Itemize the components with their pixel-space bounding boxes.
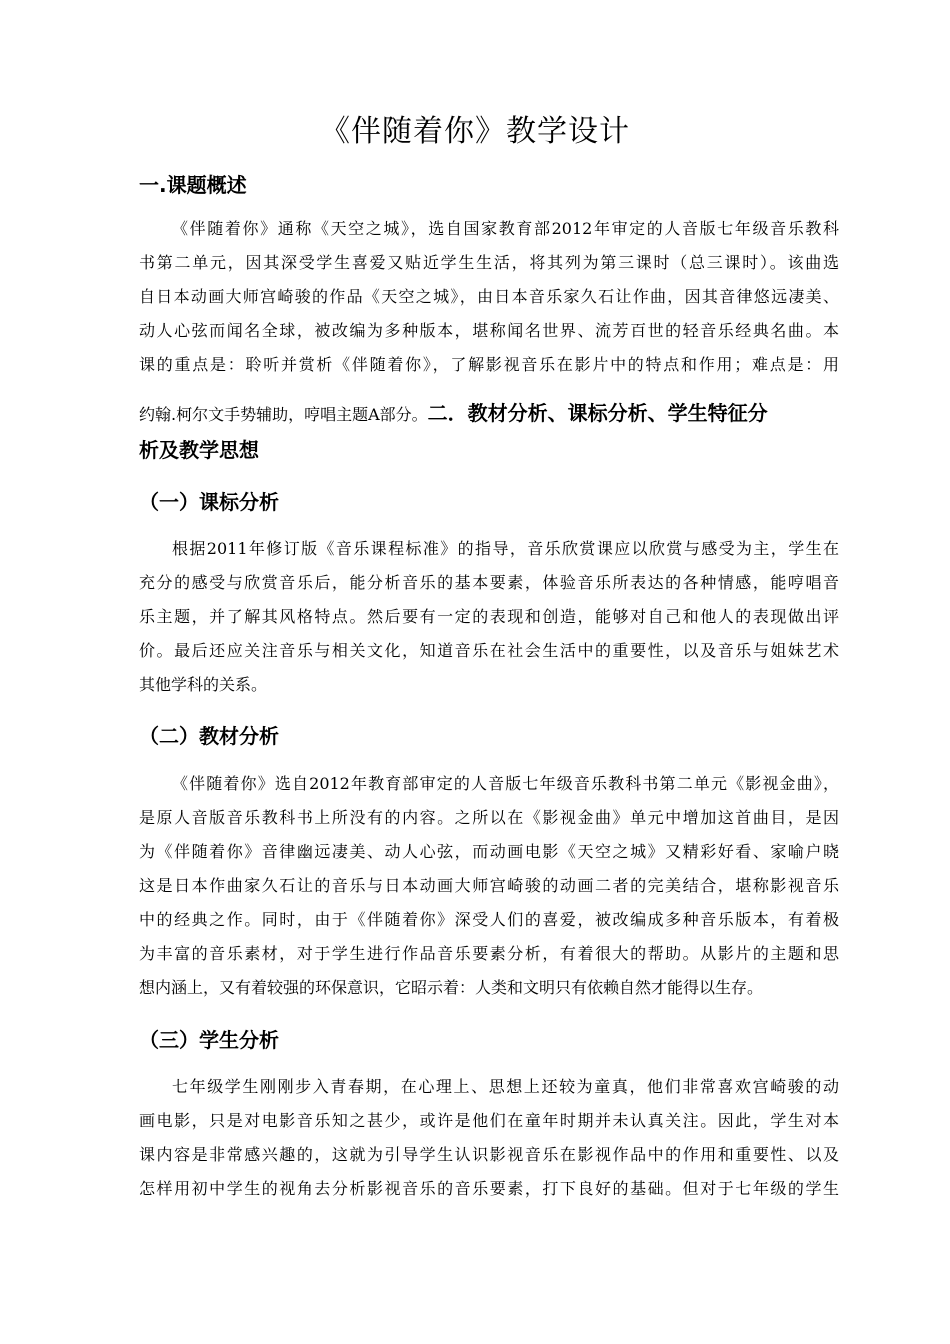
- paragraph-line: 乐主题，并了解其风格特点。然后要有一定的表现和创造，能够对自己和他人的表现做出评: [139, 607, 839, 626]
- subsection-heading-textbook: （二）教材分析: [139, 724, 279, 748]
- subsection-heading-students: （三）学生分析: [139, 1028, 279, 1052]
- paragraph-line: 课的重点是：聆听并赏析《伴随着你》，了解影视音乐在影片中的特点和作用；难点是：用: [139, 355, 839, 374]
- section-heading-analysis: 二．教材分析、课标分析、学生特征分: [427, 401, 768, 425]
- paragraph-line: 充分的感受与欣赏音乐后，能分析音乐的基本要素，体验音乐所表达的各种情感，能哼唱音: [139, 573, 839, 592]
- section-heading-analysis-cont: 析及教学思想: [139, 438, 259, 462]
- paragraph-line: 课内容是非常感兴趣的，这就为引导学生认识影视音乐在影视作品中的作用和重要性、以及: [139, 1145, 839, 1164]
- paragraph-line: 为丰富的音乐素材，对于学生进行作品音乐要素分析，有着很大的帮助。从影片的主题和思: [139, 944, 839, 963]
- paragraph-line: 画电影，只是对电影音乐知之甚少，或许是他们在童年时期并未认真关注。因此，学生对本: [139, 1111, 839, 1130]
- paragraph-line: 想内涵上，又有着较强的环保意识，它昭示着：人类和文明只有依赖自然才能得以生存。: [139, 978, 764, 997]
- paragraph-line: 是原人音版音乐教科书上所没有的内容。之所以在《影视金曲》单元中增加这首曲目，是因: [139, 808, 839, 827]
- paragraph-line: 《伴随着你》选自2012年教育部审定的人音版七年级音乐教科书第二单元《影视金曲》，: [172, 774, 839, 793]
- paragraph-line: 自日本动画大师宫崎骏的作品《天空之城》，由日本音乐家久石让作曲，因其音律悠远凄美、: [139, 287, 839, 306]
- paragraph-line: 《伴随着你》通称《天空之城》，选自国家教育部2012年审定的人音版七年级音乐教科: [172, 219, 839, 238]
- paragraph-line: 根据2011年修订版《音乐课程标准》的指导，音乐欣赏课应以欣赏与感受为主，学生在: [172, 539, 839, 558]
- paragraph-text: 约翰.柯尔文手势辅助，哼唱主题A部分。: [139, 405, 428, 424]
- subsection-heading-curriculum: （一）课标分析: [139, 490, 279, 514]
- paragraph-line: 动人心弦而闻名全球，被改编为多种版本，堪称闻名世界、流芳百世的轻音乐经典名曲。本: [139, 321, 839, 340]
- paragraph-line: 七年级学生刚刚步入青春期，在心理上、思想上还较为童真，他们非常喜欢宫崎骏的动: [172, 1077, 839, 1096]
- paragraph-line: 这是日本作曲家久石让的音乐与日本动画大师宫崎骏的动画二者的完美结合，堪称影视音乐: [139, 876, 839, 895]
- paragraph-line: 为《伴随着你》音律幽远凄美、动人心弦，而动画电影《天空之城》又精彩好看、家喻户晓: [139, 842, 839, 861]
- paragraph-line: 书第二单元，因其深受学生喜爱又贴近学生生活，将其列为第三课时（总三课时）。该曲选: [139, 253, 839, 272]
- paragraph-line: 怎样用初中学生的视角去分析影视音乐的音乐要素，打下良好的基础。但对于七年级的学生: [139, 1179, 839, 1198]
- paragraph-line: 其他学科的关系。: [139, 675, 268, 694]
- section-heading-overview: 一.课题概述: [139, 173, 247, 197]
- paragraph-line: 中的经典之作。同时，由于《伴随着你》深受人们的喜爱，被改编成多种音乐版本，有着极: [139, 910, 839, 929]
- page-title: 《伴随着你》教学设计: [320, 114, 630, 149]
- paragraph-line-with-heading: [139, 395, 839, 431]
- paragraph-line: 价。最后还应关注音乐与相关文化，知道音乐在社会生活中的重要性，以及音乐与姐妹艺术: [139, 641, 839, 660]
